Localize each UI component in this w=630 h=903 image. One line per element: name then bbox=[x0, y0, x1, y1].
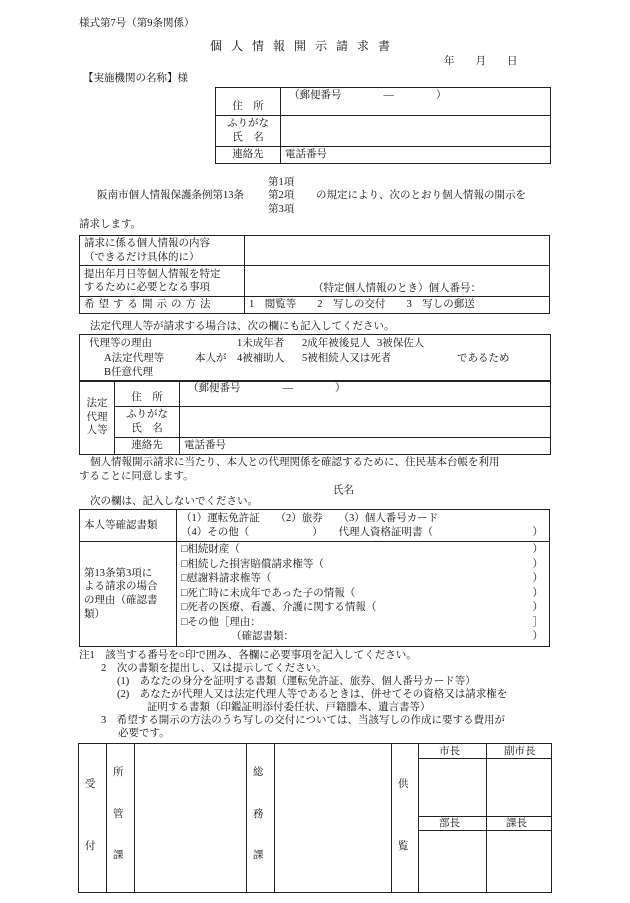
stamp-ran: 覧 bbox=[398, 841, 409, 852]
agent-postal[interactable]: （郵便番号 ― ） bbox=[180, 381, 551, 407]
agent-table bbox=[79, 380, 551, 455]
reason13-cell bbox=[177, 542, 550, 647]
note-2: 2 次の書類を提出し、又は提示してください。 bbox=[101, 663, 327, 674]
name-label: 氏 名 bbox=[232, 132, 264, 143]
clause-item1: 第1項 bbox=[268, 177, 295, 188]
id-check-cell: （1）運転免許証 （2）旅券 （3）個人番号カード （4）その他（ ） 代理人資格証明書（ ） bbox=[177, 510, 550, 542]
stamp-ka1: 課 bbox=[113, 850, 124, 861]
method-options[interactable]: 1 閲覧等 2 写しの交付 3 写しの郵送 bbox=[245, 297, 550, 314]
stamp-director: 部長 bbox=[439, 818, 460, 829]
date-line: 年 月 日 bbox=[444, 56, 518, 67]
agent-reason-box bbox=[79, 334, 551, 382]
consent-signature-line[interactable] bbox=[359, 494, 519, 495]
consent-name-label: 氏名 bbox=[333, 485, 354, 496]
stamp-vice-mayor: 副市長 bbox=[504, 746, 536, 757]
stamp-area bbox=[78, 743, 552, 893]
institution-label: 【実施機関の名称】様 bbox=[83, 73, 188, 84]
agent-b-label[interactable]: B任意代理 bbox=[104, 367, 154, 378]
agent-opt2[interactable]: 2成年被後見人 bbox=[302, 338, 371, 349]
clause-cont: 請求します。 bbox=[79, 219, 142, 230]
clause-item2: 第2項 bbox=[268, 190, 295, 201]
note-2-1: (1) あなたの身分を証明する書類（運転免許証、旅券、個人番号カード等） bbox=[117, 676, 476, 687]
form-title: 個人情報開示請求書 bbox=[210, 39, 400, 53]
form-number: 様式第7号（第9条関係） bbox=[79, 18, 195, 29]
id-check-line1[interactable]: （1）運転免許証 （2）旅券 （3）個人番号カード bbox=[181, 512, 439, 524]
address-label: 住 所 bbox=[216, 88, 281, 116]
my-number-field[interactable]: （特定個人情報のとき）個人番号： bbox=[245, 266, 550, 297]
method-label: 希望する開示の方法 bbox=[80, 297, 245, 314]
agent-opt5[interactable]: 5被相続人又は死者 bbox=[302, 353, 392, 364]
agent-name-field[interactable] bbox=[180, 407, 551, 438]
agent-opt4[interactable]: 4被補助人 bbox=[237, 353, 285, 364]
id-check-line2[interactable]: （4）その他（ ） 代理人資格証明書（ bbox=[181, 526, 433, 538]
clause-item3: 第3項 bbox=[268, 204, 295, 215]
agent-side-label: 法定 代理 人等 bbox=[80, 381, 115, 455]
applicant-name-field[interactable] bbox=[281, 116, 551, 147]
agent-opt1[interactable]: 1未成年者 bbox=[237, 338, 285, 349]
reason13-item[interactable]: □死者の医療、看護、介護に関する情報（ ） bbox=[181, 602, 543, 614]
applicant-phone-field[interactable]: 電話番号 bbox=[281, 147, 551, 164]
agent-reason-label: 代理等の理由 bbox=[89, 338, 152, 349]
agent-note: 法定代理人等が請求する場合は、次の欄にも記入してください。 bbox=[90, 321, 395, 332]
consent-line1: 個人情報開示請求に当たり、本人との代理関係を確認するために、住民基本台帳を利用 bbox=[90, 457, 500, 468]
request-table bbox=[79, 235, 550, 314]
note-3: 3 希望する開示の方法のうち写しの交付については、当該写しの作成に要する費用が bbox=[101, 715, 506, 726]
reason13-item[interactable]: □慰謝料請求権等（ ） bbox=[181, 573, 543, 585]
applicant-postal[interactable]: （郵便番号 ― ） bbox=[281, 88, 551, 116]
content-field[interactable] bbox=[245, 236, 550, 266]
stamp-kan: 管 bbox=[113, 809, 124, 820]
office-table bbox=[79, 509, 550, 647]
agent-address-label: 住 所 bbox=[115, 381, 180, 407]
note-2-2-cont: 証明する書類（印鑑証明添付委任状、戸籍謄本、遺言書等） bbox=[147, 702, 431, 713]
reason13-item[interactable]: □死亡時に未成年であった子の情報（ ） bbox=[181, 587, 543, 599]
clause-lead: 阪南市個人情報保護条例第13条 bbox=[97, 190, 244, 201]
stamp-sho: 所 bbox=[113, 767, 124, 778]
content-label: 請求に係る個人情報の内容 （できるだけ具体的に） bbox=[80, 236, 245, 266]
note-2-2: (2) あなたが代理人又は法定代理人等であるときは、併せてその資格又は請求権を bbox=[117, 689, 508, 700]
agent-suffix: であるため bbox=[457, 353, 510, 364]
stamp-uke: 受 bbox=[85, 779, 96, 790]
contact-label: 連絡先 bbox=[216, 147, 281, 164]
stamp-section-chief: 課長 bbox=[506, 818, 527, 829]
agent-contact-label: 連絡先 bbox=[115, 438, 180, 455]
agent-principal-is: 本人が bbox=[195, 353, 227, 364]
agent-opt3[interactable]: 3被保佐人 bbox=[377, 338, 425, 349]
reason13-item[interactable]: （確認書類： ） bbox=[231, 631, 543, 643]
applicant-table bbox=[215, 87, 551, 164]
stamp-so: 総 bbox=[253, 767, 264, 778]
reason13-item[interactable]: □相続財産（ ） bbox=[181, 544, 543, 556]
office-note: 次の欄は、記入しないでください。 bbox=[90, 496, 258, 507]
furigana-label: ふりがな bbox=[227, 118, 269, 130]
stamp-mu: 務 bbox=[253, 809, 264, 820]
specify-label: 提出年月日等個人情報を特定 するために必要となる事項 bbox=[80, 266, 245, 297]
note-3-cont: 必要です。 bbox=[118, 728, 170, 739]
reason13-item[interactable]: □その他［理由： ］ bbox=[181, 616, 543, 628]
stamp-mayor: 市長 bbox=[439, 746, 460, 757]
name-label-cell bbox=[216, 116, 281, 147]
reason13-item[interactable]: □相続した損害賠償請求権等（ ） bbox=[181, 558, 543, 570]
agent-a-label[interactable]: A法定代理等 bbox=[104, 353, 165, 364]
stamp-kyo: 供 bbox=[398, 779, 409, 790]
agent-phone-field[interactable]: 電話番号 bbox=[180, 438, 551, 455]
clause-trail: の規定により、次のとおり個人情報の開示を bbox=[316, 190, 526, 201]
note-1: 注1 該当する番号を○印で囲み、各欄に必要事項を記入してください。 bbox=[79, 650, 417, 661]
agent-name-label-cell: ふりがな 氏 名 bbox=[115, 407, 180, 438]
stamp-ka2: 課 bbox=[253, 850, 264, 861]
consent-line2: することに同意します。 bbox=[79, 471, 194, 482]
id-check-label: 本人等確認書類 bbox=[80, 510, 177, 542]
reason13-label: 第13条第3項に よる請求の場合 の理由（確認書 類） bbox=[80, 542, 177, 647]
stamp-tsuke: 付 bbox=[85, 841, 96, 852]
